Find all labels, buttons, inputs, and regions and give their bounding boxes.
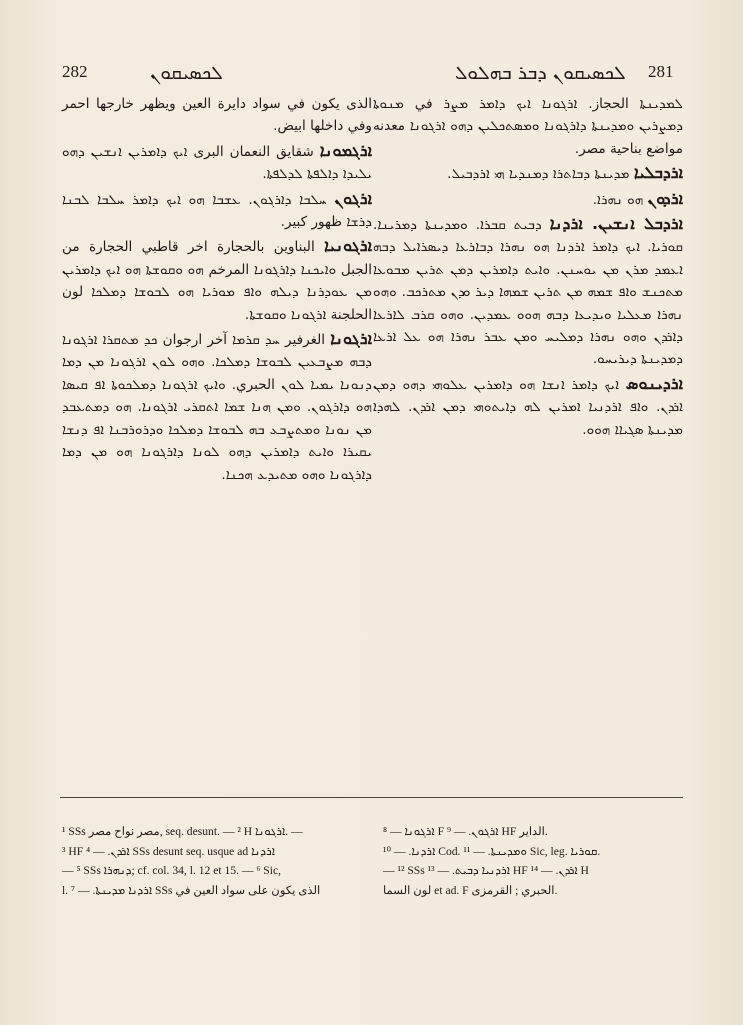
right-running-title: ܠܟܣܝܩܘܢ ܕܒܪ ܒܗܠܘܠ	[455, 62, 626, 84]
footnote-line: — ⁵ SSs ܕܢܗܪܐ; cf. col. 34, l. 12 et 15. — ⁶ Sic,	[62, 864, 282, 877]
entry-text: البناوين بالحجارة اخر قاطبي الحجارة من الجبل ܘܐܝܟܢܐ ܕܐܪܓܘܢܐ المرخم ܗܘ ܘܩܘܫܬܐ ܗܘ ܐܝܟ ܕܐܡܪܝܢ ܡܢ ܥܘܕܪܢܐ ܕܝܠܗ ܘܐܦ ܡܘܪܝܐ ܗܘ ܠܒܘܫܐ ܕܡܠܟܐ لون الحلجنة ܐܪܓܘܢܐ ܘܩܘܫܬܐ.	[62, 239, 372, 323]
footnote-divider	[60, 797, 683, 798]
footnote-line: — ¹² SSs ܐܪܕܢܝܐ ܕܒܝܬ. — ¹³ HF ܐܪܕܢ. — ¹⁴ H	[383, 864, 589, 877]
entry-paragraph	[62, 328, 372, 486]
entry-paragraph	[373, 162, 683, 185]
footnote-line: ܐܪܓܘܢܐ — ⁸ F ܐܪܓܘܢ. — ⁹ HF الداير.	[383, 825, 548, 838]
entry-text: ܚܠܒܐ ܕܐܪܓܘܢ. ܥܫܒܐ ܗܘ ܐܝܟ ܕܐܡܪ ܚܠܒܐ ܠܒܢܐ ܕܪܫܐ ظهور كبير.	[62, 191, 372, 231]
entry-lemma: ܐܪܓܡܘܢܐ	[319, 140, 372, 160]
entry-text: ܗܘ ܢܗܪܐ.	[592, 191, 644, 208]
entry-paragraph	[62, 235, 372, 326]
entry-text: شقايق النعمان البرى ܐܝܟ ܕܐܡܪܝܢ ܐܢܫܝܢ ܕܗܘ ܝܠܝܕܐ ܕܐܠܦܬܐ ܠܕܠܦܬܐ.	[62, 143, 372, 183]
footnote-line: لون السما et ad. F الحبري ; القرمزى.	[383, 883, 558, 897]
footnote-line: ¹ SSs مصر نواح مصر, seq. desunt. — ² H ܐܪܓܘܢܐ. —	[62, 825, 303, 838]
entry-text: ܕܒܝܬ ܩܒܪܐ. ܘܡܕܝܢܬܐ ܕܡܪܝܢܐ. ܩܘܪܝܐ. ܐܝܟ ܕܐܡܪ ܐܪܕܢܐ ܗܘ ܢܗܪܐ ܕܒܐܪܥܐ ܕܝܣܪܐܝܠ ܕܒܗ ܐܥܡܕ ܡܪܢ ܡܢ ܝܘܚܢܢ. ܘܐܝܬ ܕܐܡܪܝܢ ܕܡܢ ܬܪܝܢ ܡܒܘܥܐ ܡܬܟܢܫ ܘܐܦ ܫܡܗ ܡܢ ܬܪܝܢ ܫܡܗܐ ܕܝܪ ܘܕܢ ܡܬܪܟܒ. ܘܗܘ ܢܗܪܐ ܡܥܠܝܐ ܘܝܕܝܥܐ ܕܒܗ ܗܘܘ ܥܡܕܝܢ. ܘܗܘ ܩܪܒ ܠܐܪܥܐ ܕܐܪܕܢ ܘܗܘ ܢܗܪܐ ܕܡܠܝܚ ܘܡܢ ܥܒܪ ܢܗܪܐ ܗܘ ܥܠ ܐܪܥܐ ܕܡܕܝܢܬܐ ܕܝܪܝܚܘ.	[373, 217, 683, 368]
entry-text: الذى يكون في سواد دايرة العين ويظهر خارجها احمر وفي داخلها ابيض.	[62, 96, 372, 135]
entry-lemma: ܐܪܓܘܢܝܐ	[324, 236, 372, 256]
entry-paragraph	[62, 140, 372, 186]
entry-paragraph	[62, 92, 372, 138]
footnotes-left	[62, 822, 362, 900]
entry-lemma: ܐܪܕܝܢܘܣ	[625, 373, 683, 393]
entry-paragraph	[373, 92, 683, 160]
right-page-number: 281	[648, 62, 674, 81]
entry-paragraph	[373, 213, 683, 371]
entry-paragraph	[373, 188, 683, 211]
left-text-column	[62, 92, 372, 488]
entry-text: ܐܝܟ ܕܐܡܪ ܐܢܫܐ ܗܘ ܕܐܡܪܝܢ ܥܠܘܗܝ ܕܗܘ ܕܡܢ ܐܪܕܢ. ܘܐܦ ܐܪܕܢܝܐ ܐܡܪܝܢ ܠܗ ܕܐܝܬܘܗܝ ܕܡܢ ܐܪܕܢ. ܠܗܕܐ ܡܕܝܢܬܐ ܣܓܝܐܐ ܗܘܘ.	[373, 376, 683, 438]
entry-paragraph	[62, 188, 372, 234]
entry-text: ܡܕܝܢܬܐ ܕܒܐܬܪܐ ܕܡܢܕܝܐ ܗܝ ܐܪܕܒܝܠ.	[447, 166, 630, 183]
entry-lemma: ܐܪܕܒܠ ܐܢܫܝܢ. ܐܪܕܢܐ	[549, 214, 683, 234]
entry-lemma: ܐܪܓܘܢ	[334, 188, 372, 208]
left-running-title: ܠܟܣܝܩܘܢ	[150, 62, 223, 84]
footnote-line: ³ HF ܐܪܕܢ. — ⁴ SSs desunt seq. usque ad ܐܪܕܢܐ	[62, 844, 275, 858]
entry-text: الغرفير ܚܕ ܩܪܡܐ آخر ارجوان ܟܕ ܡܬܩܪܐ ܐܪܓܘܢܐ ܕܒܗ ܡܨܒܥܝܢ ܠܒܘܫܐ ܕܡܠܟܐ. ܘܗܘ ܠܘܢ ܐܪܓܘܢܐ ܡܢ ܕܡܐ ܕܢܘܢܐ ܝܡܝܐ ܠܘܢ الحبري. ܘܐܝܟ ܐܪܓܘܢܐ ܕܡܠܟܘܬܐ ܐܦ ܩܝܣܐ ܗܘ ܕܐܪܓܘܢ. ܘܡܢ ܗܢܐ ܫܡܐ ܐܬܩܪܝ ܐܪܓܘܢܐ. ܗܘ ܕܡܬܥܒܕ ܡܢ ܢܘܢܐ ܘܡܬܨܒܥ ܒܗ ܠܒܘܫܐ ܕܡܠܟܐ ܘܕܪܘܪܒܢܐ ܐܦ ܕܢܫܐ ܝܩܝܪܐ ܘܐܝܬ ܕܐܡܪܝܢ ܕܗܘ ܠܘܢܐ ܕܐܪܓܘܢܐ ܗܘ ܡܢ ܕܡܐ ܕܐܪܓܘܢܐ ܘܗܘ ܡܬܝܕܥ ܗܟܢܐ.	[62, 332, 372, 483]
footnote-line: l. ܐܪܕܢܐ ܡܕܝܢܬܐ. — ⁷ SSs الذى يكون على سواد العين في	[62, 883, 321, 897]
entry-paragraph	[373, 373, 683, 441]
left-page-number: 282	[62, 62, 88, 81]
entry-lemma: ܐܪܓܘܢܐ	[330, 329, 372, 349]
right-text-column	[373, 92, 683, 443]
footnotes-right	[383, 822, 683, 900]
entry-lemma: ܐܪܕܒܠܝܐ	[633, 163, 683, 183]
entry-text: ܠܡܕܝܢܬܐ الحجاز. ܐܪܓܘܢܐ ܐܝܟ ܕܐܡܪ ܡܨܪ في ܡܢܘܬܐ ܕܡܨܪܝܢ ܘܡܕܝܢܬܐ ܕܐܪܓܘܢܐ ܘܡܣܬܟܠܝܢ ܕܗܘ ܐܪܓܘܢܐ معدنه مواضع بناحية مصر.	[373, 96, 683, 157]
footnote-line: ܐܪܕܢܐ. — ¹⁰ Cod. ܘܡܕܝܢܬܐ. — ¹¹ Sic, leg. ܩܘܪܝܐ.	[383, 844, 601, 858]
entry-lemma: ܐܪܕܘܢ	[647, 188, 683, 208]
